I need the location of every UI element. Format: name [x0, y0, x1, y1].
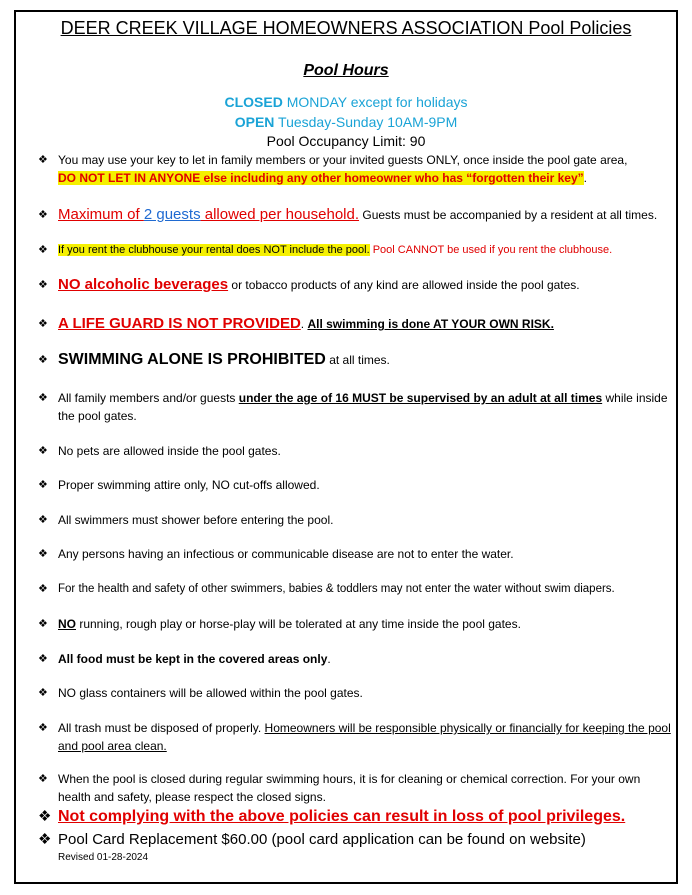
policy-text: running, rough play or horse-play will be tolerated at any time inside the pool gates. [76, 617, 521, 631]
policy-text: Pool Card Replacement $60.00 (pool card application can be found on website) [58, 831, 586, 848]
bullet-icon: ❖ [38, 514, 48, 526]
policy-text: A LIFE GUARD IS NOT PROVIDED [58, 315, 301, 332]
policy-text: while inside the pool gates. [58, 391, 668, 423]
policy-text: For the health and safety of other swimmers, babies & toddlers may not enter the water without swim diapers. [58, 583, 615, 595]
policy-text: All swimmers must shower before entering the pool. [58, 513, 334, 527]
policy-text: under the age of 16 MUST be supervised by an adult at all times [238, 391, 603, 405]
occupancy-limit: Pool Occupancy Limit: 90 [266, 133, 426, 149]
policy-text: NO [58, 617, 76, 631]
bullet-icon: ❖ [38, 831, 52, 848]
bullet-icon: ❖ [38, 392, 48, 404]
policy-text: or tobacco products of any kind are allowed inside the pool gates. [228, 278, 580, 292]
policy-text: Proper swimming attire only, NO cut-offs allowed. [58, 478, 320, 492]
policy-text: 2 guests [143, 206, 201, 223]
policy-text: NO glass containers will be allowed within the pool gates. [58, 686, 363, 700]
policy-text: . [327, 652, 331, 666]
page-title: DEER CREEK VILLAGE HOMEOWNERS ASSOCIATION Pool Policies [60, 18, 632, 38]
open-rest: Tuesday-Sunday 10AM-9PM [274, 114, 458, 130]
policy-text: . [583, 171, 587, 185]
closed-rest: MONDAY except for holidays [282, 94, 468, 110]
bullet-icon: ❖ [38, 773, 48, 785]
pool-hours-heading: Pool Hours [303, 62, 389, 79]
bullet-icon: ❖ [38, 583, 48, 595]
revised-date: Revised 01-28-2024 [58, 852, 149, 863]
policy-text: All food must be kept in the covered areas only [58, 652, 328, 666]
policy-text: SWIMMING ALONE IS PROHIBITED [58, 351, 326, 368]
policy-text: When the pool is closed during regular swimming hours, it is for cleaning or chemical correction. For your own health and safety, please respect the closed signs. [58, 772, 641, 804]
bullet-icon: ❖ [38, 279, 48, 291]
bullet-icon: ❖ [38, 209, 48, 221]
bullet-icon: ❖ [38, 618, 48, 630]
bullet-icon: ❖ [38, 445, 48, 457]
policy-warning: Not complying with the above policies can result in loss of pool privileges. [58, 808, 626, 825]
bullet-icon: ❖ [38, 548, 48, 560]
policy-text: All swimming is done AT YOUR OWN RISK. [307, 317, 554, 331]
policy-text: Guests must be accompanied by a resident at all times. [359, 208, 658, 222]
bullet-icon: ❖ [38, 722, 48, 734]
bullet-icon: ❖ [38, 808, 52, 825]
bullet-icon: ❖ [38, 687, 48, 699]
open-line [0, 114, 692, 130]
bullet-icon: ❖ [38, 479, 48, 491]
policy-text: Maximum of [58, 206, 144, 223]
closed-line [0, 94, 692, 110]
policy-text: All family members and/or guests [58, 391, 239, 405]
policy-text: All trash must be disposed of properly. [58, 721, 265, 735]
policy-text: Any persons having an infectious or communicable disease are not to enter the water. [58, 547, 514, 561]
policy-text: Pool CANNOT be used if you rent the clubhouse. [369, 244, 613, 256]
bullet-icon: ❖ [38, 354, 48, 366]
policy-warning: DO NOT LET IN ANYONE else including any other homeowner who has “forgotten their key” [58, 171, 584, 185]
bullet-icon: ❖ [38, 244, 48, 256]
bullet-icon: ❖ [38, 154, 48, 166]
policy-text: You may use your key to let in family members or your invited guests ONLY, once inside the pool gate area, [58, 153, 628, 167]
policy-text: . [300, 317, 308, 331]
bullet-icon: ❖ [38, 318, 48, 330]
policy-text: No pets are allowed inside the pool gates. [58, 444, 281, 458]
closed-word: CLOSED [224, 94, 283, 110]
policy-text: Homeowners will be responsible physically or financially for keeping the pool and pool area clean. [58, 721, 671, 753]
open-word: OPEN [234, 114, 275, 130]
policy-text: NO alcoholic beverages [58, 276, 229, 293]
policy-text: at all times. [325, 353, 390, 367]
bullet-icon: ❖ [38, 653, 48, 665]
policy-text: allowed per household. [200, 206, 360, 223]
policy-text: If you rent the clubhouse your rental does NOT include the pool. [58, 244, 370, 256]
